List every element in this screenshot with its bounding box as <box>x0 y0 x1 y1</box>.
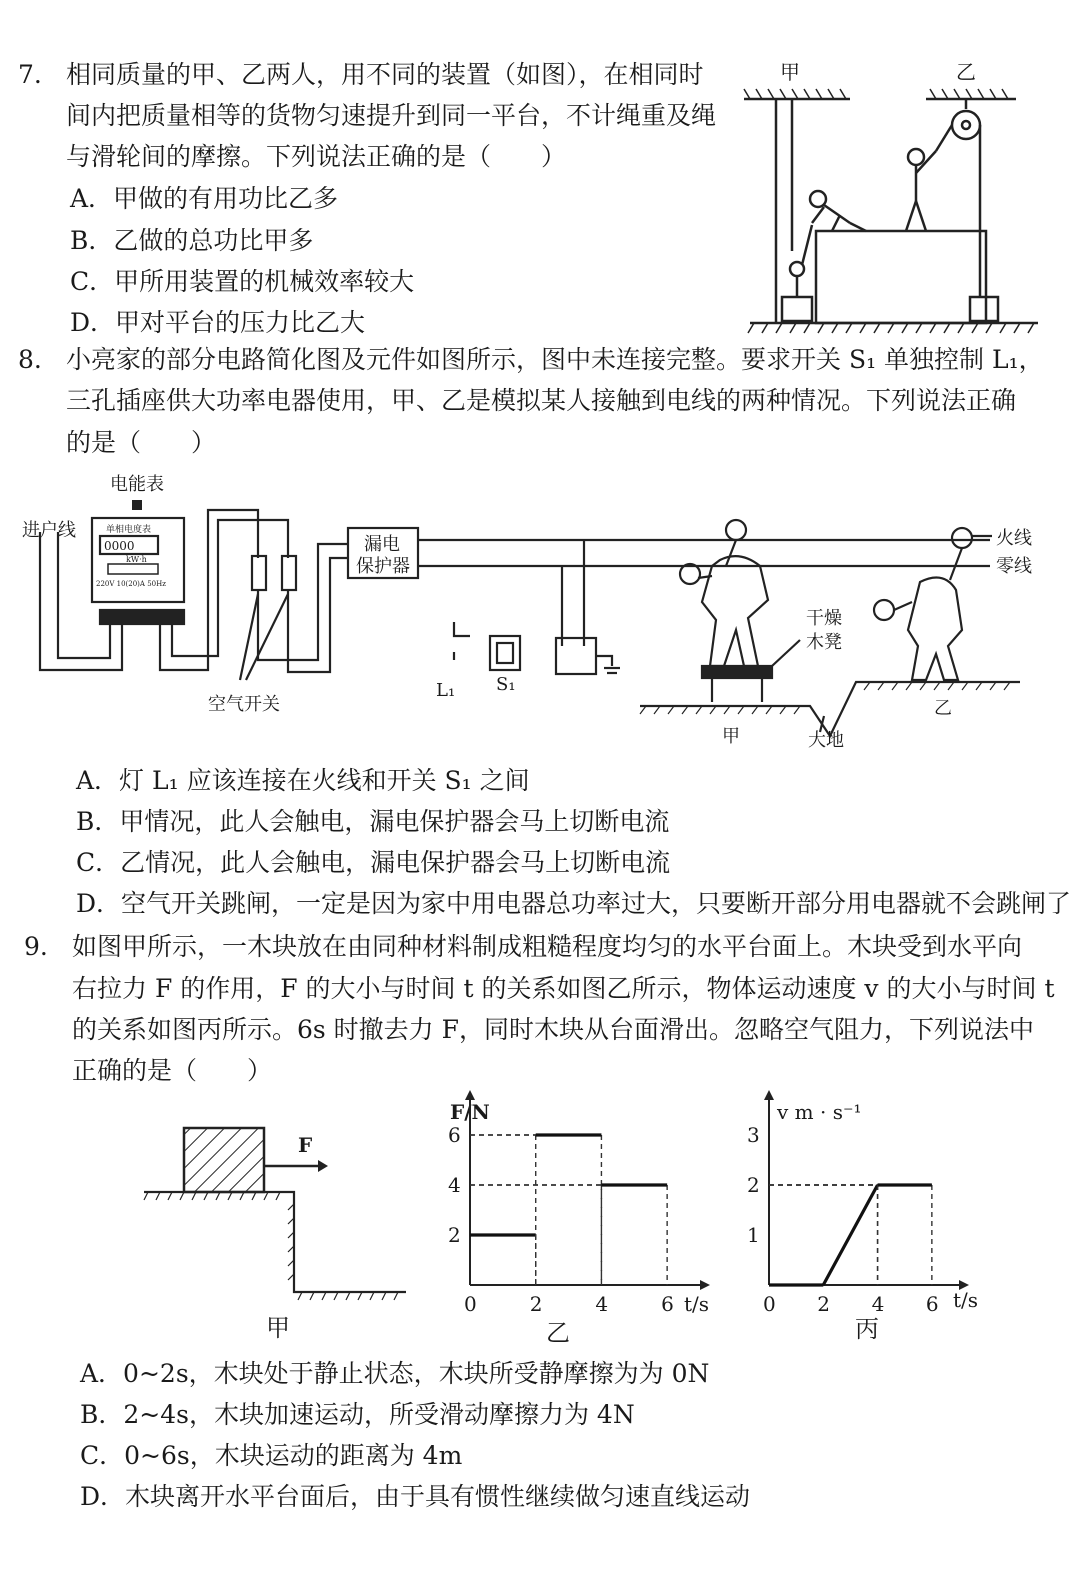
q8-stem-line-3: 的是（ ） <box>66 428 217 457</box>
chart1-x-tick-2: 4 <box>871 1292 885 1316</box>
protector-label-1: 漏电 <box>364 534 400 555</box>
q8-number: 8. <box>18 345 42 374</box>
stool-label-2: 木凳 <box>806 632 842 653</box>
q9-fig-jia-caption: 甲 <box>266 1314 290 1342</box>
q7-stem-line-2: 间内把质量相等的货物匀速提升到同一平台，不计绳重及绳 <box>66 101 717 130</box>
q8-option-c[interactable]: C．乙情况，此人会触电，漏电保护器会马上切断电流 <box>76 848 671 877</box>
chart1-x-tick-0: 0 <box>763 1292 776 1316</box>
q9-chart-velocity-time <box>745 1095 1005 1350</box>
q9-option-a[interactable]: A．0~2s，木块处于静止状态，木块所受静摩擦为为 0N <box>80 1359 710 1388</box>
force-label: F <box>298 1133 313 1157</box>
chart0-caption: 乙 <box>546 1319 570 1347</box>
chart0-x-tick-0: 0 <box>464 1292 477 1316</box>
q8-option-b[interactable]: B．甲情况，此人会触电，漏电保护器会马上切断电流 <box>76 807 670 836</box>
chart0-x-arrow <box>700 1280 710 1290</box>
q9-option-b[interactable]: B．2~4s，木块加速运动，所受滑动摩擦力为 4N <box>80 1400 635 1429</box>
q7-option-d[interactable]: D．甲对平台的压力比乙大 <box>70 308 366 337</box>
earth-label: 大地 <box>808 730 844 751</box>
q8-circuit-figure <box>0 470 1080 760</box>
chart0-y-arrow <box>465 1090 475 1100</box>
lamp-label: L₁ <box>436 680 456 701</box>
q7-stem-line-3: 与滑轮间的摩擦。下列说法正确的是（ ） <box>66 142 567 171</box>
chart1-x-tick-3: 6 <box>925 1292 939 1316</box>
q9-option-c[interactable]: C．0~6s，木块运动的距离为 4m <box>80 1441 463 1470</box>
meter-spec: 220V 10(20)A 50Hz <box>96 580 166 588</box>
chart0-y-tick-2: 6 <box>448 1123 461 1147</box>
q9-fig-jia <box>130 1120 420 1350</box>
q8-stem-line-2: 三孔插座供大功率电器使用，甲、乙是模拟某人接触到电线的两种情况。下列说法正确 <box>66 386 1017 415</box>
meter-digits: 0000 <box>104 539 135 553</box>
chart0-y-tick-1: 4 <box>448 1173 461 1197</box>
q9-chart-force-time <box>430 1095 720 1350</box>
q9-stem-line-1: 如图甲所示，一木块放在由同种材料制成粗糙程度均匀的水平台面上。木块受到水平向 <box>72 932 1023 961</box>
incoming-line-label: 进户线 <box>22 520 76 541</box>
q7-option-c[interactable]: C．甲所用装置的机械效率较大 <box>70 267 415 296</box>
air-switch-label: 空气开关 <box>208 694 280 715</box>
switch-label: S₁ <box>496 674 516 695</box>
q9-option-d[interactable]: D．木块离开水平台面后，由于具有惯性继续做匀速直线运动 <box>80 1482 751 1511</box>
q9-stem-line-4: 正确的是（ ） <box>72 1056 273 1085</box>
q7-option-a[interactable]: A．甲做的有用功比乙多 <box>70 184 339 213</box>
q7-fig-label-jia: 甲 <box>780 60 800 84</box>
chart0-x-tick-2: 4 <box>595 1292 609 1316</box>
meter-label: 电能表 <box>110 474 164 495</box>
q7-option-b[interactable]: B．乙做的总功比甲多 <box>70 226 314 255</box>
q8-option-a[interactable]: A．灯 L₁ 应该连接在火线和开关 S₁ 之间 <box>76 766 530 795</box>
live-wire-label: 火线 <box>996 528 1032 549</box>
q9-number: 9. <box>24 932 48 961</box>
chart1-caption: 丙 <box>855 1315 879 1343</box>
chart1-segment-1 <box>823 1185 877 1285</box>
chart0-x-tick-3: 6 <box>661 1292 674 1316</box>
q7-number: 7. <box>18 60 42 89</box>
neutral-wire-label: 零线 <box>996 556 1032 577</box>
chart1-x-tick-1: 2 <box>817 1292 831 1316</box>
q8-fig-label-yi: 乙 <box>934 698 952 719</box>
chart0-xlabel: t/s <box>684 1292 710 1316</box>
chart0-y-tick-0: 2 <box>448 1223 461 1247</box>
chart0-x-tick-1: 2 <box>529 1292 543 1316</box>
chart1-y-arrow <box>764 1090 774 1100</box>
q7-stem-line-1: 相同质量的甲、乙两人，用不同的装置（如图），在相同时 <box>66 60 704 89</box>
q7-pulley-figure <box>740 55 1050 345</box>
meter-face-title: 单相电度表 <box>106 525 152 535</box>
chart1-y-tick-2: 3 <box>747 1123 760 1147</box>
q8-fig-label-jia: 甲 <box>722 726 740 747</box>
q9-stem-line-2: 右拉力 F 的作用，F 的大小与时间 t 的关系如图乙所示，物体运动速度 v 的大小与时间 t <box>72 974 1055 1003</box>
meter-unit: kW·h <box>126 555 147 564</box>
q7-fig-label-yi: 乙 <box>956 60 976 84</box>
q9-stem-line-3: 的关系如图丙所示。6s 时撤去力 F，同时木块从台面滑出。忽略空气阻力，下列说法中 <box>72 1015 1034 1044</box>
q8-option-d[interactable]: D．空气开关跳闸，一定是因为家中用电器总功率过大，只要断开部分用电器就不会跳闸了 <box>76 889 1072 918</box>
chart1-y-tick-0: 1 <box>747 1223 760 1247</box>
chart1-y-tick-1: 2 <box>747 1173 760 1197</box>
q8-stem-line-1: 小亮家的部分电路简化图及元件如图所示，图中未连接完整。要求开关 S₁ 单独控制 L₁， <box>66 345 1044 374</box>
chart0-ylabel: F/N <box>450 1100 490 1124</box>
meter-seal-icon <box>132 500 142 510</box>
chart1-ylabel: v m · s⁻¹ <box>777 1100 862 1124</box>
protector-label-2: 保护器 <box>356 556 410 577</box>
chart1-xlabel: t/s <box>953 1288 979 1312</box>
stool-label-1: 干燥 <box>806 608 842 629</box>
wood-block <box>184 1128 264 1192</box>
